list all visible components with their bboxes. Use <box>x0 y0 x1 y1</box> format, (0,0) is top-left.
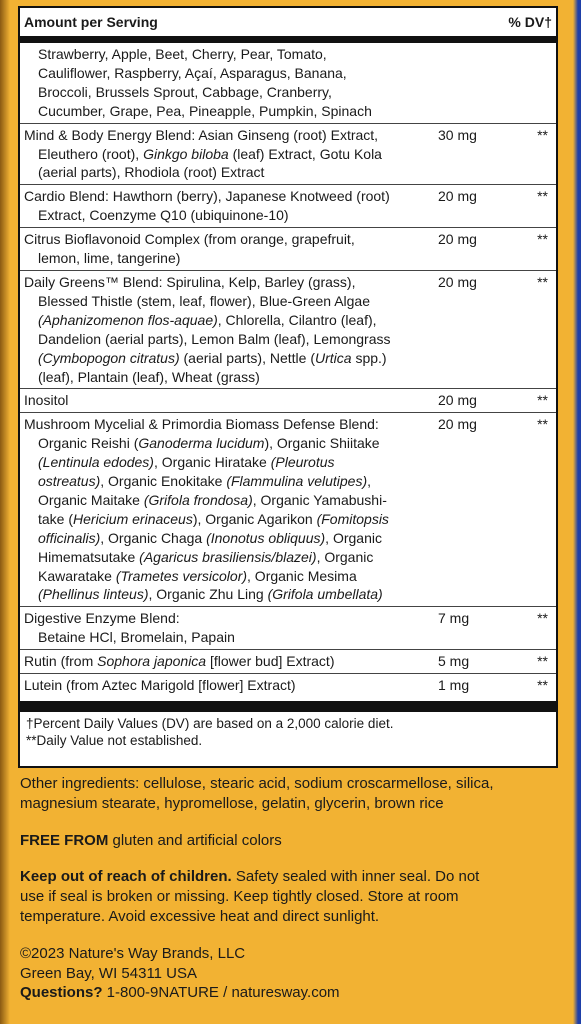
ingredient-name: Mushroom Mycelial & Primordia Biomass Defense Blend: <box>24 416 379 433</box>
latin-name: (Flammulina velutipes) <box>226 473 368 490</box>
latin-name: (Grifola frondosa) <box>143 491 253 508</box>
free-from-heading: FREE FROM <box>20 831 109 849</box>
rutin-row <box>20 650 556 674</box>
latin-name: officinalis) <box>38 529 101 546</box>
latin-name: (Aphanizomenon flos-aquae) <box>38 311 218 328</box>
label-right-edge <box>571 0 581 1024</box>
dv-value: ** <box>537 231 548 248</box>
ingredient-text: lemon, lime, tangerine) <box>38 250 181 267</box>
copyright: ©2023 Nature's Way Brands, LLC <box>20 944 246 962</box>
ingredient-text: , Organic Enokitake <box>100 473 227 490</box>
panel-header <box>20 8 556 43</box>
address: Green Bay, WI 54311 USA <box>20 964 198 982</box>
panel-footnotes <box>20 712 556 752</box>
fruits-veg-row <box>20 43 556 124</box>
ingredient-name: Daily Greens™ Blend: Spirulina, Kelp, Barley (grass), <box>24 273 356 290</box>
ingredient-text: , Organic Zhu Ling <box>148 586 268 603</box>
supplement-facts-panel <box>18 6 558 768</box>
dv-value: ** <box>537 653 548 670</box>
ingredient-text: Blessed Thistle (stem, leaf, flower), Blue-Green Algae <box>38 292 371 309</box>
latin-name: (Phellinus linteus) <box>38 586 149 603</box>
ingredient-name: Digestive Enzyme Blend: <box>24 610 180 627</box>
dv-value: ** <box>537 273 548 290</box>
latin-name: (Pleurotus <box>270 454 335 471</box>
dv-value: ** <box>537 416 548 433</box>
other-ingredients-line: Other ingredients: cellulose, stearic acid, sodium croscarmellose, silica, <box>20 775 494 792</box>
dv-value: ** <box>537 610 548 627</box>
ingredient-text: , Organic Mesima <box>247 567 357 584</box>
warning-heading: Keep out of reach of children. <box>20 868 232 886</box>
latin-name: (Grifola umbellata) <box>267 586 383 603</box>
label-text-below <box>20 774 560 1003</box>
mind-body-row <box>20 124 556 186</box>
panel-divider <box>20 701 556 712</box>
ingredient-text: (aerial parts), Nettle ( <box>179 349 315 366</box>
lutein-row <box>20 674 556 697</box>
free-from-text: gluten and artificial colors <box>108 831 282 849</box>
ingredient-text: ), Organic Shiitake <box>264 435 380 452</box>
amount: 20 mg <box>438 416 477 433</box>
latin-name: Hericium erinaceus <box>73 510 193 527</box>
dv-value: ** <box>537 677 548 694</box>
ingredient-text: Extract, Coenzyme Q10 (ubiquinone-10) <box>38 207 289 224</box>
ingredient-text: spp.) <box>351 349 387 366</box>
fruits-line: Cucumber, Grape, Pea, Pineapple, Pumpkin, Spinach <box>38 102 372 119</box>
dv-value: ** <box>537 188 548 205</box>
fruits-line: Strawberry, Apple, Beet, Cherry, Pear, Tomato, <box>38 46 327 62</box>
amount: 7 mg <box>438 610 470 627</box>
amount: 20 mg <box>438 392 477 409</box>
dv-label: % DV† <box>508 14 552 30</box>
amount: 30 mg <box>438 126 477 143</box>
latin-name: (Cymbopogon citratus) <box>38 349 180 366</box>
other-ingredients <box>20 774 560 814</box>
ingredient-text: [flower bud] Extract) <box>206 653 335 670</box>
warning-text: Safety sealed with inner seal. Do not <box>231 868 480 886</box>
not-established-footnote: **Daily Value not established. <box>26 733 203 748</box>
ingredient-text: , Chlorella, Cilantro (leaf), <box>217 311 377 328</box>
ingredient-name: Cardio Blend: Hawthorn (berry), Japanese Knotweed (root) <box>24 188 390 205</box>
ingredient-text: , <box>367 473 372 490</box>
ingredient-text: Dandelion (aerial parts), Lemon Balm (leaf), Lemongrass <box>38 330 391 347</box>
amount: 20 mg <box>438 273 477 290</box>
other-ingredients-line: magnesium stearate, hypromellose, gelatin, glycerin, brown rice <box>20 794 444 812</box>
ingredient-text: , Organic <box>316 548 374 565</box>
latin-name: (Trametes versicolor) <box>115 567 248 584</box>
ingredient-text: (leaf), Plantain (leaf), Wheat (grass) <box>38 368 260 385</box>
ingredient-text: Eleuthero (root), <box>38 145 144 162</box>
ingredient-name: Lutein (from Aztec Marigold [flower] Extract) <box>24 677 296 694</box>
label-left-edge <box>0 0 10 1024</box>
ingredient-name: Rutin (from <box>24 653 98 670</box>
free-from <box>20 831 560 851</box>
dv-value: ** <box>537 126 548 143</box>
latin-name: Ginkgo biloba <box>143 145 229 162</box>
ingredient-text: , Organic Hiratake <box>153 454 271 471</box>
ingredient-text: ), Organic Agarikon <box>192 510 317 527</box>
ingredient-name: Inositol <box>24 392 69 409</box>
ingredient-text: Organic Reishi ( <box>38 435 139 452</box>
mushroom-row <box>20 413 556 607</box>
ingredient-text: (leaf) Extract, Gotu Kola <box>228 145 382 162</box>
latin-name: ostreatus) <box>38 473 101 490</box>
latin-name: (Agaricus brasiliensis/blazei) <box>139 548 317 565</box>
amount: 1 mg <box>438 677 470 694</box>
fruits-line: Cauliflower, Raspberry, Açaí, Asparagus, Banana, <box>38 64 347 81</box>
amount: 20 mg <box>438 188 477 205</box>
fruits-line: Broccoli, Brussels Sprout, Cabbage, Cranberry, <box>38 83 332 100</box>
ingredient-text: , Organic Yamabushi- <box>252 491 387 508</box>
digestive-enzyme-row <box>20 607 556 650</box>
ingredient-text: Himematsutake <box>38 548 140 565</box>
warning <box>20 867 560 926</box>
ingredient-name: Citrus Bioflavonoid Complex (from orange, grapefruit, <box>24 231 355 248</box>
latin-name: (Inonotus obliquus) <box>206 529 326 546</box>
ingredient-text: Organic Maitake <box>38 491 144 508</box>
warning-text: temperature. Avoid excessive heat and direct sunlight. <box>20 907 380 925</box>
dv-value: ** <box>537 392 548 409</box>
ingredient-text: Kawaratake <box>38 567 116 584</box>
latin-name: (Lentinula edodes) <box>38 454 154 471</box>
ingredient-text: Betaine HCl, Bromelain, Papain <box>38 629 235 646</box>
ingredient-name: Mind & Body Energy Blend: Asian Ginseng (root) Extract, <box>24 126 379 143</box>
inositol-row <box>20 389 556 413</box>
warning-text: use if seal is broken or missing. Keep tightly closed. Store at room <box>20 888 459 906</box>
ingredient-text: take ( <box>38 510 74 527</box>
company-info <box>20 944 560 1003</box>
contact-info: 1-800-9NATURE / naturesway.com <box>102 984 340 1002</box>
ingredient-text: , Organic <box>325 529 382 546</box>
daily-greens-row <box>20 271 556 389</box>
citrus-row <box>20 228 556 271</box>
latin-name: Sophora japonica <box>97 653 207 670</box>
cardio-row <box>20 185 556 228</box>
questions-label: Questions? <box>20 984 103 1002</box>
dv-footnote: †Percent Daily Values (DV) are based on a 2,000 calorie diet. <box>26 716 394 731</box>
amount: 20 mg <box>438 231 477 248</box>
latin-name: (Fomitopsis <box>316 510 389 527</box>
latin-name: Urtica <box>315 349 352 366</box>
amount-per-serving-label: Amount per Serving <box>24 14 158 30</box>
latin-name: Ganoderma lucidum <box>138 435 265 452</box>
ingredient-text: , Organic Chaga <box>100 529 207 546</box>
ingredient-text: (aerial parts), Rhodiola (root) Extract <box>38 164 265 181</box>
amount: 5 mg <box>438 653 470 670</box>
